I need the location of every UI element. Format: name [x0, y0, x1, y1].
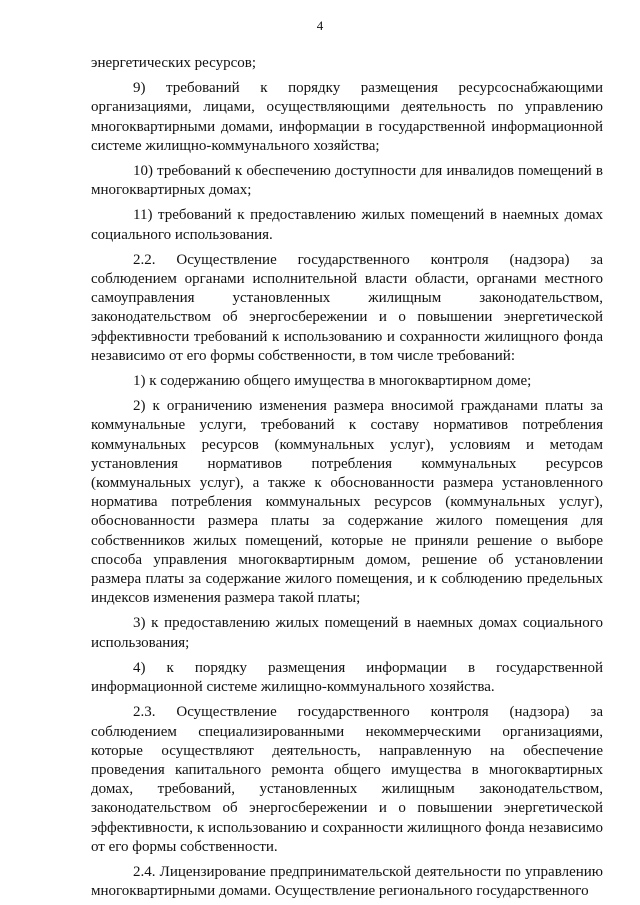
- paragraph-energy-resources: энергетических ресурсов;: [91, 55, 257, 71]
- paragraph-subitem-4: 4) к порядку размещения информации в государственной информационной системе жилищно-коммунального хозяйства.: [91, 659, 603, 696]
- document-body: [91, 54, 603, 901]
- paragraph-item-10: 10) требований к обеспечению доступности для инвалидов помещений в многоквартирных домах;: [91, 163, 603, 199]
- paragraph-item-9: 9) требований к порядку размещения ресурсоснабжающими организациями, лицами, осуществляющими деятельность по управлению многоквартирными домами, информации в государственной информационной системе жилищно-коммунального хозяйства;: [91, 80, 603, 154]
- paragraph-section-2-3: 2.3. Осуществление государственного контроля (надзора) за соблюдением специализированными некоммерческими организациями, которые осуществляют деятельность, направленную на обеспечение проведения капитального ремонта общего имущества в многоквартирных домах, требований, установленных жилищным законодательством, законодательством об энергосбережении и о повышении энергетической эффективности, к использованию и сохранности жилищного фонда независимо от его формы собственности.: [91, 704, 603, 855]
- page-number: 4: [316, 18, 324, 33]
- paragraph-subitem-1: 1) к содержанию общего имущества в многоквартирном доме;: [133, 373, 532, 390]
- paragraph-section-2-4: 2.4. Лицензирование предпринимательской деятельности по управлению многоквартирными домами. Осуществление регионального государственного: [91, 863, 603, 900]
- paragraph-subitem-2: 2) к ограничению изменения размера вносимой гражданами платы за коммунальные услуги, требований к составу нормативов потребления коммунальных ресурсов (коммунальных услуг), условиям и методам установления нормативов потребления коммунальных ресурсов (коммунальных услуг), а также к обоснованности размера установленного норматива потребления коммунальных ресурсов (коммунальных услуг), обоснованности размера платы за содержание жилого помещения для собственников жилых помещений, которые не приняли решение о выборе способа управления многоквартирным домом, решение об установлении размера платы за содержание жилого помещения, и к соблюдению предельных индексов изменения размера такой платы;: [91, 398, 603, 607]
- paragraph-item-11: 11) требований к предоставлению жилых помещений в наемных домах социального использования.: [91, 207, 603, 243]
- paragraph-subitem-3: 3) к предоставлению жилых помещений в наемных домах социального использования;: [91, 615, 603, 651]
- paragraph-section-2-2: 2.2. Осуществление государственного контроля (надзора) за соблюдением органами исполнительной власти области, органами местного самоуправления установленных жилищным законодательством, законодательством об энергосбережении и о повышении энергетической эффективности требований к использованию и сохранности жилищного фонда независимо от его формы собственности, в том числе требований:: [91, 251, 603, 364]
